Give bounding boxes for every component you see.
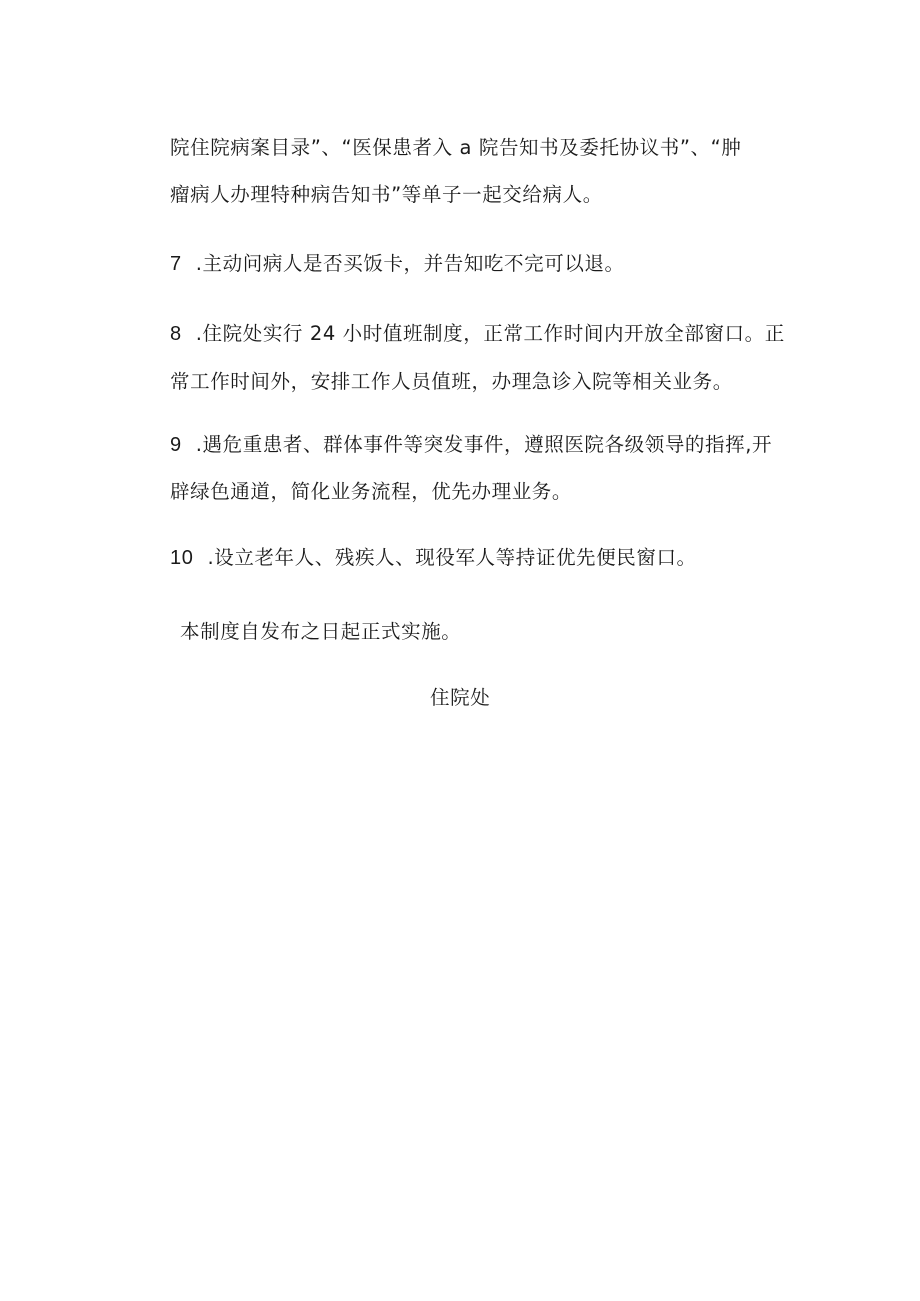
item-9-text-line-1: .遇危重患者、群体事件等突发事件，遵照医院各级领导的指挥,开 bbox=[195, 433, 773, 456]
paragraph-continuation-line-1: 院住院病案目录”、“医保患者入 a 院告知书及委托协议书”、“肿 bbox=[170, 136, 742, 159]
item-10 bbox=[170, 546, 697, 570]
paragraph-continuation-line-2: 瘤病人办理特种病告知书”等单子一起交给病人。 bbox=[170, 183, 603, 206]
item-10-text: .设立老年人、残疾人、现役军人等持证优先便民窗口。 bbox=[207, 546, 697, 569]
item-8-text-line-2: 常工作时间外，安排工作人员值班，办理急诊入院等相关业务。 bbox=[170, 370, 733, 393]
item-8-number: 8 bbox=[170, 323, 182, 345]
item-9-text-line-2: 辟绿色通道，简化业务流程，优先办理业务。 bbox=[170, 480, 573, 503]
signature: 住院处 bbox=[430, 686, 491, 709]
item-9-number: 9 bbox=[170, 434, 182, 456]
item-8-line-1 bbox=[170, 322, 785, 346]
item-7-text: .主动问病人是否买饭卡，并告知吃不完可以退。 bbox=[195, 252, 625, 275]
item-7 bbox=[170, 252, 625, 276]
item-10-number: 10 bbox=[170, 547, 194, 569]
item-8-text-line-1: .住院处实行 24 小时值班制度，正常工作时间内开放全部窗口。正 bbox=[195, 322, 785, 345]
item-7-number: 7 bbox=[170, 253, 182, 275]
closing-statement: 本制度自发布之日起正式实施。 bbox=[180, 620, 462, 643]
item-9-line-1 bbox=[170, 433, 772, 457]
